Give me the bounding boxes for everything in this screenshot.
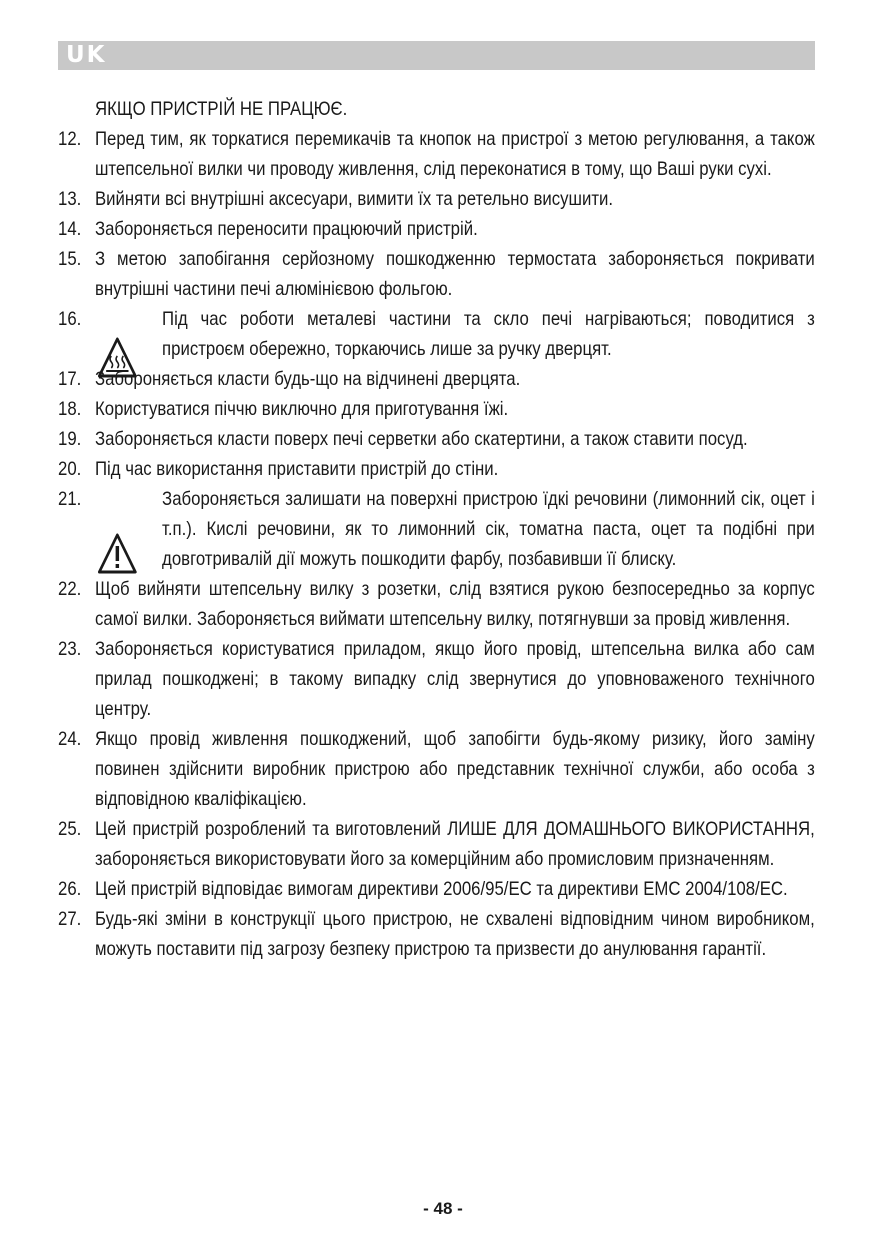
list-item xyxy=(58,634,815,724)
item-text: Забороняється користуватися приладом, якщо його провід, штепсельна вилка або сам прилад пошкоджені; в такому випадку слід звернутися до уповноваженого технічного центру. xyxy=(94,638,815,720)
item-number: 22. xyxy=(58,578,82,600)
list-item xyxy=(58,304,815,364)
item-number: 17. xyxy=(58,368,82,390)
item-text: Забороняється переносити працюючий пристрій. xyxy=(94,218,478,240)
list-item xyxy=(58,814,815,874)
item-text: Якщо провід живлення пошкоджений, щоб запобігти будь-якому ризику, його заміну повинен здійснити виробник пристрою або представник технічної служби, або особа з відповідною кваліфікацією. xyxy=(94,728,815,810)
item-text: Вийняти всі внутрішні аксесуари, вимити їх та ретельно висушити. xyxy=(94,188,614,210)
list-item xyxy=(58,184,815,214)
item-text: Забороняється залишати на поверхні пристрою їдкі речовини (лимонний сік, оцет і т.п.). Кислі речовини, як то лимонний сік, томатна паста, оцет та подібні при довготривалій дії можуть пошкодити фарбу, позбавивши її блиску. xyxy=(162,488,815,570)
page-content xyxy=(58,94,815,964)
item-text: Щоб вийняти штепсельну вилку з розетки, слід взятися рукою безпосередньо за корпус самої вилки. Забороняється виймати штепсельну вилку, потягнувши за провід живлення. xyxy=(94,578,815,630)
list-item xyxy=(58,874,815,904)
item-text: Під час використання приставити пристрій до стіни. xyxy=(94,458,499,480)
list-item xyxy=(58,484,815,574)
item-text: Цей пристрій відповідає вимогам директиви 2006/95/ЕС та директиви ЕМС 2004/108/ЕС. xyxy=(94,878,788,900)
list-item xyxy=(58,724,815,814)
list-item xyxy=(58,904,815,964)
item-number: 14. xyxy=(58,218,82,240)
item-text: Будь-які зміни в конструкції цього пристрою, не схвалені відповідним чином виробником, можуть поставити під загрозу безпеку пристрою та призвести до анулювання гарантії. xyxy=(94,908,815,960)
list-item xyxy=(58,214,815,244)
language-header-bar xyxy=(58,41,815,70)
item-text: Забороняється класти будь-що на відчинені дверцята. xyxy=(94,368,521,390)
item-text: Цей пристрій розроблений та виготовлений ЛИШЕ ДЛЯ ДОМАШНЬОГО ВИКОРИСТАННЯ, забороняється використовувати його за комерційним або промисловим призначенням. xyxy=(94,818,815,870)
page-number: - 48 - xyxy=(423,1199,463,1218)
item-text: З метою запобігання серйозному пошкодженню термостата забороняється покривати внутрішні частини печі алюмінієвою фольгою. xyxy=(94,248,815,300)
item-text: Забороняється класти поверх печі серветки або скатертини, а також ставити посуд. xyxy=(94,428,748,450)
item-number: 20. xyxy=(58,458,82,480)
list-item xyxy=(58,394,815,424)
item-number: 21. xyxy=(58,488,82,510)
item-number: 26. xyxy=(58,878,82,900)
item-number: 19. xyxy=(58,428,82,450)
item-number: 12. xyxy=(58,128,82,150)
item-number: 24. xyxy=(58,728,82,750)
warning-icon xyxy=(97,532,138,576)
list-item xyxy=(58,574,815,634)
item-text: Під час роботи металеві частини та скло печі нагріваються; поводитися з пристроєм обережно, торкаючись лише за ручку дверцят. xyxy=(162,308,815,360)
section-title: ЯКЩО ПРИСТРІЙ НЕ ПРАЦЮЄ. xyxy=(94,98,348,120)
item-text: Перед тим, як торкатися перемикачів та кнопок на пристрої з метою регулювання, а також штепсельної вилки чи проводу живлення, слід переконатися в тому, що Ваші руки сухі. xyxy=(94,128,815,180)
item-text: Користуватися піччю виключно для приготування їжі. xyxy=(94,398,509,420)
item-number: 23. xyxy=(58,638,82,660)
list-item xyxy=(58,244,815,304)
item-number: 15. xyxy=(58,248,82,270)
item-number: 25. xyxy=(58,818,82,840)
item-number: 18. xyxy=(58,398,82,420)
list-item xyxy=(58,364,815,394)
list-item xyxy=(58,424,815,454)
language-label: UK xyxy=(66,42,107,68)
item-number: 27. xyxy=(58,908,82,930)
list-item xyxy=(58,124,815,184)
item-number: 16. xyxy=(58,308,82,330)
list-item xyxy=(58,454,815,484)
item-number: 13. xyxy=(58,188,82,210)
